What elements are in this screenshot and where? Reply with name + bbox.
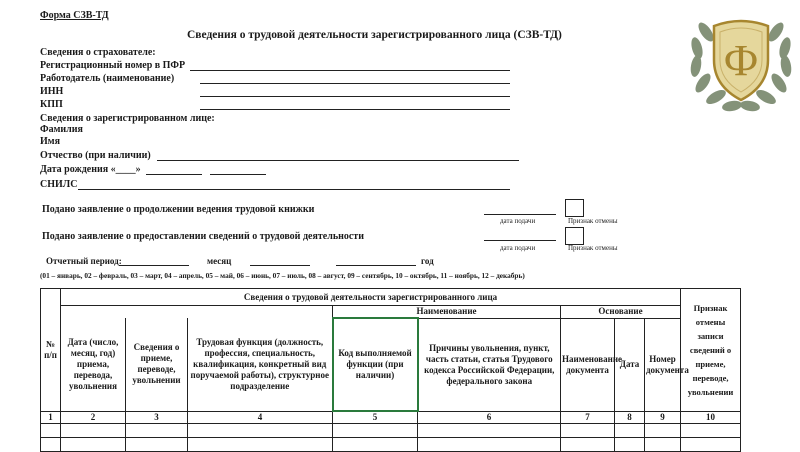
period-year-line [336, 265, 416, 266]
logo-letter: Ф [723, 36, 759, 85]
col-num-header: № п/п [41, 289, 61, 412]
table-cell[interactable] [681, 424, 741, 438]
form-label: Форма СЗВ-ТД [40, 10, 109, 21]
continue-cancel-caption: Признак отмены [568, 217, 618, 225]
provide-info-label: Подано заявление о предоставлении сведений о трудовой деятельности [42, 231, 364, 242]
table-cell[interactable] [61, 424, 126, 438]
snils-label: СНИЛС [40, 179, 78, 190]
kpp-line [200, 109, 510, 110]
period-month-label: месяц [207, 256, 232, 266]
provide-cancel-caption: Признак отмены [568, 244, 618, 252]
provide-date-line [484, 240, 556, 241]
table-cell[interactable] [645, 424, 681, 438]
col-info-header: Сведения о приеме, переводе, увольнении [126, 318, 188, 411]
birth-date-label: Дата рождения «____» [40, 164, 141, 175]
table-cell[interactable] [41, 424, 61, 438]
table-cell[interactable] [188, 424, 333, 438]
continue-date-line [484, 214, 556, 215]
col-number: 9 [645, 411, 681, 424]
group-basis-header: Основание [561, 306, 681, 319]
patronymic-line [157, 160, 519, 161]
inn-line [200, 96, 510, 97]
period-day-line [119, 265, 189, 266]
col-function-header: Трудовая функция (должность, профессия, специальность, квалификация, конкретный вид поручаемой работы), структурное подразделение [188, 318, 333, 411]
period-label: Отчетный период: [46, 256, 122, 266]
patronymic-label: Отчество (при наличии) [40, 150, 151, 161]
group-spacer-left [61, 306, 333, 319]
reg-number-label: Регистрационный номер в ПФР [40, 60, 186, 71]
continue-cancel-checkbox[interactable] [565, 199, 584, 217]
col-number: 5 [333, 411, 418, 424]
table-cell[interactable] [418, 424, 561, 438]
cancel-flag-header: Признак отмены записи сведений о приеме, переводе, увольнении [681, 289, 741, 412]
col-number: 2 [61, 411, 126, 424]
col-number: 1 [41, 411, 61, 424]
group-main-header: Сведения о трудовой деятельности зарегистрированного лица [61, 289, 681, 306]
group-name-header: Наименование [333, 306, 561, 319]
table-cell[interactable] [333, 424, 418, 438]
col-doc-number-header: Номер документа [645, 318, 681, 411]
surname-label: Фамилия [40, 124, 83, 135]
kpp-label: КПП [40, 99, 63, 110]
emblem-logo [684, 2, 798, 116]
provide-cancel-checkbox[interactable] [565, 227, 584, 245]
table-cell[interactable] [615, 424, 645, 438]
continue-date-caption: дата подачи [500, 217, 536, 225]
name-label: Имя [40, 136, 60, 147]
col-date-header: Дата (число, месяц, год) приема, перевода, увольнения [61, 318, 126, 411]
col-number: 8 [615, 411, 645, 424]
reg-number-line [190, 70, 510, 71]
col-number: 6 [418, 411, 561, 424]
table-cell[interactable] [126, 424, 188, 438]
col-code-header: Код выполняемой функции (при наличии) [333, 318, 418, 411]
col-number: 7 [561, 411, 615, 424]
period-year-label: год [421, 256, 434, 266]
table-cell[interactable] [561, 424, 615, 438]
period-month-line [250, 265, 310, 266]
provide-date-caption: дата подачи [500, 244, 536, 252]
employer-line [200, 83, 510, 84]
col-doc-name-header: Наименование документа [561, 318, 615, 411]
inn-label: ИНН [40, 86, 64, 97]
col-number: 3 [126, 411, 188, 424]
continue-book-label: Подано заявление о продолжении ведения трудовой книжки [42, 204, 315, 215]
months-legend: (01 – январь, 02 – февраль, 03 – март, 04 – апрель, 05 – май, 06 – июнь, 07 – июль, 08 – август, 09 – сентябрь, 10 – октябрь, 11 – ноябрь, 12 – декабрь) [40, 271, 525, 280]
col-number: 4 [188, 411, 333, 424]
col-number: 10 [681, 411, 741, 424]
col-doc-date-header: Дата [615, 318, 645, 411]
person-heading: Сведения о зарегистрированном лице: [40, 113, 215, 124]
employer-label: Работодатель (наименование) [40, 73, 175, 84]
col-reasons-header: Причины увольнения, пункт, часть статьи, статья Трудового кодекса Российской Федерации, федерального закона [418, 318, 561, 411]
insurer-heading: Сведения о страхователе: [40, 47, 156, 58]
birth-month-line [146, 174, 202, 175]
document-title: Сведения о трудовой деятельности зарегистрированного лица (СЗВ-ТД) [187, 29, 562, 41]
employment-table [40, 288, 741, 452]
snils-line [78, 189, 510, 190]
birth-year-line [210, 174, 266, 175]
